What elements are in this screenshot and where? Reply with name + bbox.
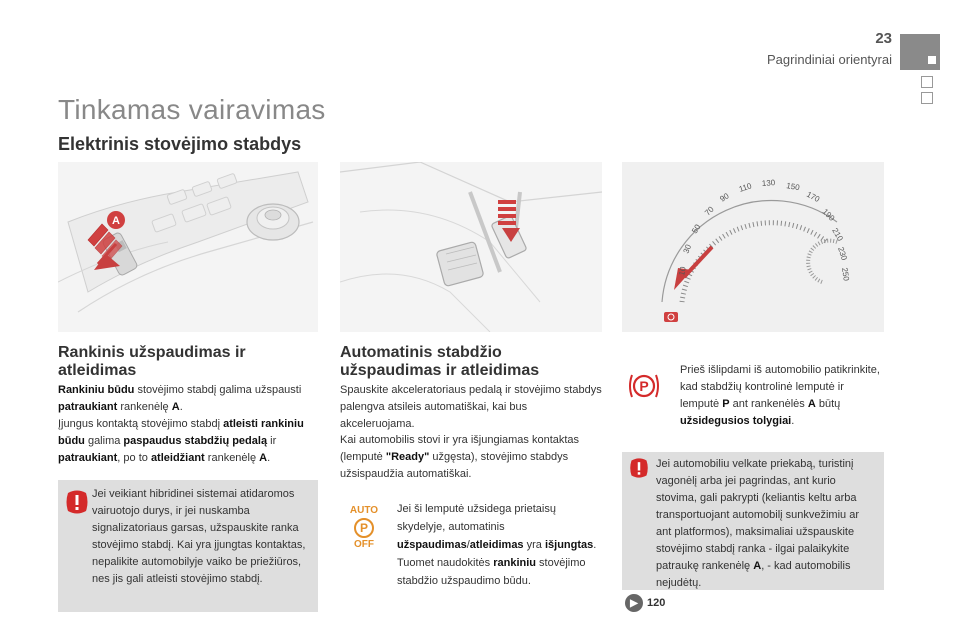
speed-tick-170: 170 bbox=[805, 189, 822, 205]
auto-lamp-p: P bbox=[354, 518, 374, 538]
automatic-paragraph-1: Spauskite akceleratoriaus pedalą ir stovėjimo stabdys palengva atsileis automatiškai, kai bus akceleruojama. bbox=[340, 384, 602, 430]
automatic-lamp-note bbox=[397, 500, 605, 590]
manual-p2-text-1: Įjungus kontaktą stovėjimo stabdį bbox=[58, 418, 224, 430]
manual-p1-bold-2: patraukiant bbox=[58, 401, 118, 413]
parking-brake-p-letter: P bbox=[639, 378, 649, 394]
manual-p1-text-1: stovėjimo stabdį galima užspausti bbox=[134, 384, 302, 396]
manual-p2-bold-1: atleisti rankiniu būdu bbox=[58, 418, 304, 447]
parking-brake-lamp-icon bbox=[626, 372, 662, 400]
speed-tick-70: 70 bbox=[703, 204, 716, 218]
warning-icon bbox=[628, 458, 650, 478]
speedometer-illustration bbox=[622, 162, 884, 332]
auto-parking-lamp-icon bbox=[346, 506, 382, 554]
pedals-drawing bbox=[340, 162, 602, 332]
p-note-text-1: Prieš išlipdami iš automobilio patikrinkite, kad stabdžių kontrolinė lemputė ir lemputė bbox=[680, 364, 880, 410]
page-reference-number: 120 bbox=[647, 597, 666, 609]
manual-heading: Rankinis užspaudimas ir atleidimas bbox=[58, 344, 246, 379]
manual-paragraph-1 bbox=[58, 382, 308, 416]
automatic-p2-text-1: Kai automobilis stovi ir yra išjungiamas kontaktas (lemputė bbox=[340, 434, 580, 463]
auto-note-text-1: Jei ši lemputė užsidega prietaisų skydelyje, automatinis bbox=[397, 503, 556, 533]
console-illustration bbox=[58, 162, 318, 332]
manual-p1-bold-1: Rankiniu būdu bbox=[58, 384, 135, 396]
manual-p1-text-3: . bbox=[179, 401, 183, 413]
pedals-illustration bbox=[340, 162, 602, 332]
p-note-bold-1: P bbox=[722, 398, 730, 410]
manual-p2-bold-4: atleidžiant bbox=[150, 452, 205, 464]
manual-p2-text-6: . bbox=[267, 452, 271, 464]
manual-p1-bold-3: A bbox=[171, 401, 180, 413]
manual-p2-bold-5: A bbox=[259, 452, 268, 464]
manual-p2-text-4: , po to bbox=[117, 452, 151, 464]
p-note-bold-3: užsidegusios tolygiai bbox=[680, 415, 792, 427]
speed-tick-190: 190 bbox=[820, 207, 837, 223]
speed-tick-90: 90 bbox=[718, 191, 731, 204]
manual-p2-bold-3: patraukiant bbox=[58, 452, 118, 464]
chapter-tab-empty-2 bbox=[921, 92, 933, 104]
manual-p2-text-2: galima bbox=[84, 435, 124, 447]
p-note-bold-2: A bbox=[807, 398, 816, 410]
speed-tick-210: 210 bbox=[830, 226, 845, 243]
speed-tick-110: 110 bbox=[737, 181, 753, 194]
auto-note-bold-2: atleidimas bbox=[469, 539, 524, 551]
auto-note-text-3: yra bbox=[523, 539, 545, 551]
speed-tick-30: 30 bbox=[681, 243, 694, 255]
arrow-right-icon: ▶ bbox=[625, 594, 643, 612]
speed-tick-250: 250 bbox=[840, 267, 851, 282]
speedometer-drawing bbox=[622, 162, 884, 332]
manual-warning-text: Jei veikiant hibridinei sistemai atidaromos vairuotojo durys, ir jei nuskamba signalizatoriaus garsas, užspauskite ranka stovėjimo stabdį. Kai yra įjungtas kontaktas, nepalikite automobilyje vaiko be priežiūros, nes jis gali atleisti stovėjimo stabdį. bbox=[92, 488, 306, 585]
auto-note-text-2: / bbox=[466, 539, 470, 551]
page-title: Tinkamas vairavimas bbox=[58, 94, 326, 125]
automatic-p2-bold-1: "Ready" bbox=[385, 451, 430, 463]
tow-text-1: Jei automobiliu velkate priekabą, turistinį vagonėlį arba jei pagrindas, ant kurio stovima, gali pakrypti (keliantis keltu arba transportuojant automobilį sunkvežimiu ar ant platformos), maksimaliai užspauskite stovėjimo stabdį ranka - ilgai palaikykite patraukę rankenėlę bbox=[656, 458, 859, 572]
towing-warning-text bbox=[656, 456, 876, 592]
warning-icon bbox=[64, 490, 90, 514]
section-title: Elektrinis stovėjimo stabdys bbox=[58, 134, 302, 154]
chapter-tab bbox=[900, 34, 940, 70]
speed-tick-130: 130 bbox=[761, 178, 776, 188]
speed-tick-150: 150 bbox=[785, 181, 801, 193]
auto-note-text-5: stovėjimo stabdžio užspaudimo būdu. bbox=[397, 557, 586, 587]
speed-tick-10: 10 bbox=[677, 265, 688, 277]
manual-p2-text-3: ir bbox=[267, 435, 277, 447]
auto-note-bold-1: užspaudimas bbox=[397, 539, 467, 551]
p-note-text-4: . bbox=[791, 415, 795, 427]
tow-bold-1: A bbox=[753, 560, 762, 572]
speed-tick-50: 50 bbox=[690, 222, 703, 236]
tow-text-2: , - kad automobilis nejudėtų. bbox=[656, 560, 851, 589]
auto-note-bold-3: išjungtas bbox=[544, 539, 594, 551]
speed-tick-230: 230 bbox=[836, 245, 849, 262]
automatic-heading: Automatinis stabdžio užspaudimas ir atleidimas bbox=[340, 344, 540, 379]
automatic-paragraph-2 bbox=[340, 432, 602, 483]
auto-note-text-4: . Tuomet naudokitės bbox=[397, 539, 597, 569]
automatic-p2-text-2: užgęsta), stovėjimo stabdys užsispaudžia automatiškai. bbox=[340, 451, 569, 480]
manual-p2-text-5: rankenėlę bbox=[204, 452, 260, 464]
auto-note-bold-4: rankiniu bbox=[493, 557, 536, 569]
manual-paragraph-2 bbox=[58, 416, 308, 467]
page-number: 23 bbox=[875, 30, 892, 47]
parking-brake-note bbox=[680, 362, 880, 430]
manual-p2-bold-2: paspaudus stabdžių pedalą bbox=[123, 435, 268, 447]
p-note-text-2: ant rankenėlės bbox=[729, 398, 808, 410]
manual-p1-text-2: rankenėlę bbox=[117, 401, 172, 413]
chapter-tab-marker bbox=[928, 56, 936, 64]
handle-a-label: A bbox=[112, 215, 120, 227]
chapter-tab-empty-1 bbox=[921, 76, 933, 88]
auto-lamp-top: AUTO bbox=[349, 505, 379, 516]
p-note-text-3: būtų bbox=[815, 398, 841, 410]
page-reference-link[interactable] bbox=[625, 594, 665, 612]
auto-lamp-bottom: OFF bbox=[354, 539, 374, 550]
console-drawing bbox=[58, 162, 318, 332]
header-section-label: Pagrindiniai orientyrai bbox=[766, 52, 892, 67]
